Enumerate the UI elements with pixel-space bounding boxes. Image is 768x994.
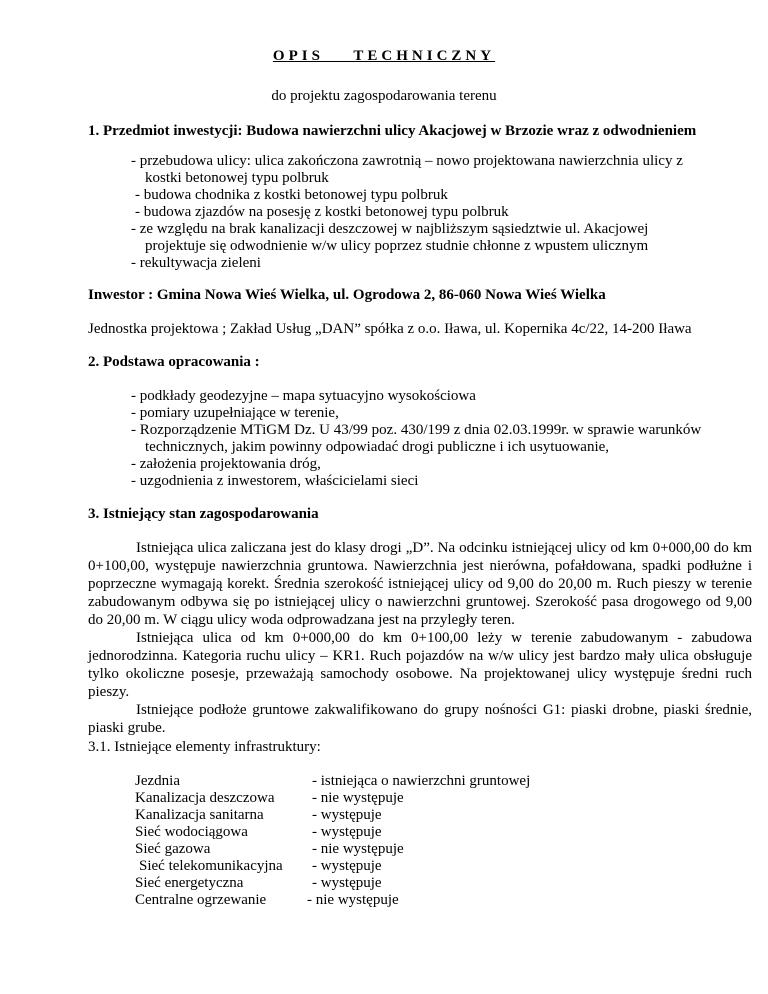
section-2-heading: 2. Podstawa opracowania :: [88, 354, 260, 370]
section-3-heading: 3. Istniejący stan zagospodarowania: [88, 506, 319, 522]
list-item: - budowa zjazdów na posesję z kostki betonowej typu polbruk: [135, 204, 509, 220]
infrastructure-name: Sieć telekomunikacyjna: [139, 858, 283, 874]
infrastructure-value: - istniejąca o nawierzchni gruntowej: [312, 773, 531, 789]
list-item: - pomiary uzupełniające w terenie,: [131, 405, 339, 421]
list-item: - założenia projektowania dróg,: [131, 456, 321, 472]
list-item: - rekultywacja zieleni: [131, 255, 261, 271]
investor-line: Inwestor : Gmina Nowa Wieś Wielka, ul. Ogrodowa 2, 86-060 Nowa Wieś Wielka: [88, 287, 606, 303]
list-item: - Rozporządzenie MTiGM Dz. U 43/99 poz. 430/199 z dnia 02.03.1999r. w sprawie warunków: [131, 422, 702, 438]
section-3-1-heading: 3.1. Istniejące elementy infrastruktury:: [88, 739, 321, 755]
document-subtitle: do projektu zagospodarowania terenu: [271, 88, 497, 104]
infrastructure-name: Kanalizacja deszczowa: [135, 790, 275, 806]
design-unit-line: Jednostka projektowa ; Zakład Usług „DAN” spółka z o.o. Iława, ul. Kopernika 4c/22, 14-200 Iława: [88, 321, 692, 337]
list-item: - podkłady geodezyjne – mapa sytuacyjno wysokościowa: [131, 388, 476, 404]
infrastructure-value: - nie występuje: [312, 790, 404, 806]
infrastructure-value: - nie występuje: [307, 892, 399, 908]
list-item: technicznych, jakim powinny odpowiadać drogi publiczne i ich usytuowanie,: [145, 439, 610, 455]
infrastructure-value: - występuje: [312, 858, 382, 874]
infrastructure-value: - nie występuje: [312, 841, 404, 857]
paragraph: Istniejąca ulica od km 0+000,00 do km 0+100,00 leży w terenie zabudowanym - zabudowa jednorodzinna. Kategoria ruchu ulicy – KR1. Ruch pojazdów na w/w ulicy jest bardzo mały ulica obsługuje tylko okoliczne posesje, przeważają samochody osobowe. Na projektowanej ulicy występuje średni ruch pieszy.: [88, 630, 752, 700]
section-1-heading: 1. Przedmiot inwestycji: Budowa nawierzchni ulicy Akacjowej w Brzozie wraz z odwodnieniem: [88, 123, 697, 139]
infrastructure-name: Sieć gazowa: [135, 841, 211, 857]
infrastructure-value: - występuje: [312, 824, 382, 840]
list-item: kostki betonowej typu polbruk: [145, 170, 329, 186]
list-item: - uzgodnienia z inwestorem, właścicielami sieci: [131, 473, 419, 489]
infrastructure-name: Sieć energetyczna: [135, 875, 244, 891]
infrastructure-value: - występuje: [312, 875, 382, 891]
list-item: - ze względu na brak kanalizacji deszczowej w najbliższym sąsiedztwie ul. Akacjowej: [131, 221, 649, 237]
paragraph: Istniejąca ulica zaliczana jest do klasy drogi „D”. Na odcinku istniejącej ulicy od km 0+000,00 do km 0+100,00, występuje nawierzchnia gruntowa. Nawierzchnia jest nierówna, pofałdowana, spadki podłużne i poprzeczne wymagają korekt. Średnia szerokość istniejącej ulicy od 9,00 do 20,00 m. Ruch pieszy w terenie zabudowanym odbywa się po istniejącej ulicy o nawierzchni gruntowej. Szerokość pasa drogowego od 9,00 do 20,00 m. W ciągu ulicy woda odprowadzana jest na przyległy teren.: [88, 540, 752, 628]
infrastructure-value: - występuje: [312, 807, 382, 823]
list-item: - przebudowa ulicy: ulica zakończona zawrotnią – nowo projektowana nawierzchnia ulicy z: [131, 153, 683, 169]
infrastructure-name: Centralne ogrzewanie: [135, 892, 267, 908]
paragraph: Istniejące podłoże gruntowe zakwalifikowano do grupy nośności G1: piaski drobne, piaski średnie, piaski grube.: [88, 702, 752, 736]
list-item: - budowa chodnika z kostki betonowej typu polbruk: [135, 187, 448, 203]
infrastructure-name: Sieć wodociągowa: [135, 824, 248, 840]
section-3-body: [88, 539, 752, 737]
list-item: projektuje się odwodnienie w/w ulicy poprzez studnie chłonne z wpustem ulicznym: [145, 238, 649, 254]
infrastructure-name: Jezdnia: [135, 773, 180, 789]
document-title: OPIS TECHNICZNY: [272, 48, 496, 64]
infrastructure-name: Kanalizacja sanitarna: [135, 807, 264, 823]
